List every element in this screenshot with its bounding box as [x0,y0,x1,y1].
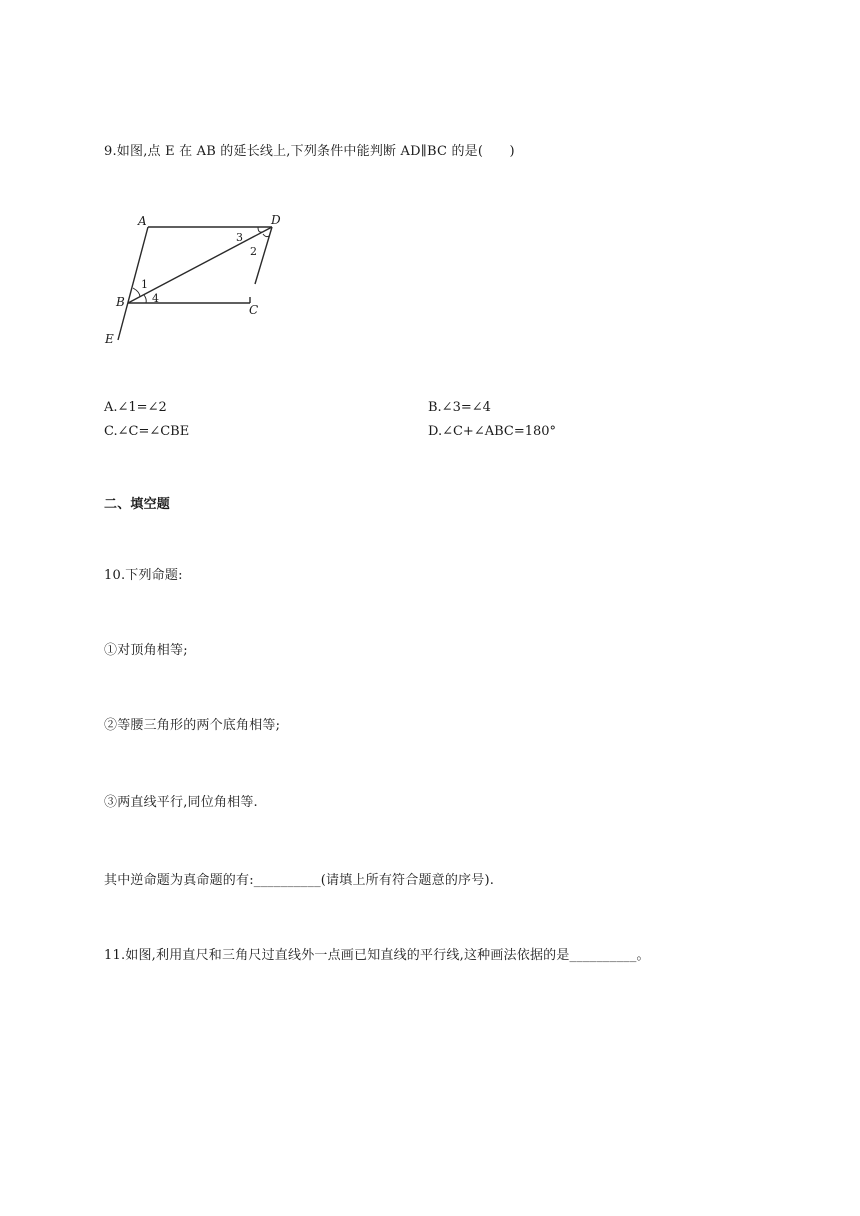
option-d: D.∠C+∠ABC=180° [428,424,557,439]
proposition-1: ①对顶角相等; [104,643,188,658]
proposition-3: ③两直线平行,同位角相等. [104,795,258,810]
question-9-stem: 9.如图,点 E 在 AB 的延长线上,下列条件中能判断 AD∥BC 的是( ) [104,144,515,159]
point-label-c: C [249,303,259,317]
point-label-e: E [105,332,114,346]
angle-arc-1 [133,288,140,297]
angle-arc-3 [258,227,262,232]
angle-label-3: 3 [236,231,243,244]
angle-label-1: 1 [141,278,148,291]
proposition-2: ②等腰三角形的两个底角相等; [104,718,281,733]
angle-label-2: 2 [250,245,257,258]
question-10-stem: 10.下列命题: [104,568,183,583]
parallelogram-figure [100,208,290,350]
option-c: C.∠C=∠CBE [104,424,190,439]
question-11-stem: 11.如图,利用直尺和三角尺过直线外一点画已知直线的平行线,这种画法依据的是__________。 [104,948,650,963]
question-10-prompt: 其中逆命题为真命题的有:__________(请填上所有符合题意的序号). [104,873,495,888]
angle-arc-4 [144,295,146,303]
point-label-a: A [138,214,147,228]
angle-label-4: 4 [152,292,159,305]
segment-bd [128,227,272,303]
point-label-d: D [271,213,281,227]
option-b: B.∠3=∠4 [428,400,491,415]
angle-arc-2 [263,234,269,237]
option-a: A.∠1=∠2 [104,400,167,415]
point-label-b: B [116,295,125,309]
segment-dc [255,227,272,284]
section-title: 二、填空题 [104,497,171,512]
